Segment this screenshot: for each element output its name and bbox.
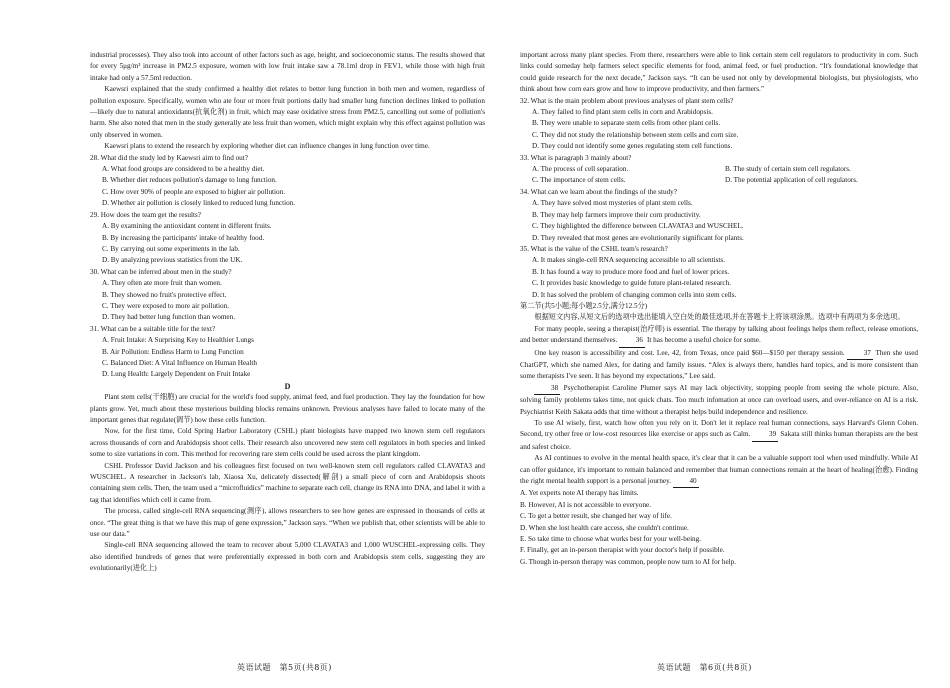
cloze-p1-text-a: For many people, seeing a therapist(治疗师) is essential. The therapy by talking about feelings helps them reflect, release emotions, and better understand themselves. bbox=[520, 324, 918, 345]
cloze-p1-text-b: It has become a useful choice for some. bbox=[647, 336, 761, 345]
passage-c-tail-p1: industrial processes). They also took into account of other factors such as age, height, and socioeconomic status. The results showed that for every 5μg/m³ increase in PM2.5 exposure, women with low fruit intake saw a 78.1ml drop in FEV1, while those with high fruit intake had only a 57.5ml reduction. bbox=[90, 51, 485, 82]
section-2-instructions: 根据短文内容,从短文后的选项中选出能填入空白处的最佳选项,并在答题卡上将该项涂黑。选项中有两项为多余选项。 bbox=[534, 313, 905, 322]
page-footer-left: 英语试题 第5页(共8页) bbox=[237, 663, 332, 672]
page-footer-right: 英语试题 第6页(共8页) bbox=[657, 663, 752, 672]
question-28-option-a: A. What food groups are considered to be a healthy diet. bbox=[102, 165, 265, 174]
question-34-option-a: A. They have solved most mysteries of plant stem cells. bbox=[532, 199, 693, 208]
blank-40: 40 bbox=[673, 476, 699, 488]
section-d-title: D bbox=[284, 381, 291, 391]
question-32-option-d: D. They could not identify some genes regulating stem cell functions. bbox=[532, 142, 733, 151]
cloze-p3-text: Psychotherapist Caroline Plumer says AI may lack objectivity, stopping people from seeing the whole picture. Also, solving family problems takes time, not quick chats. Too much infomation at once can overload users, and over-reliance on AI is a risk. Psychiatrist Keith Sakata adds that time without a therapist helps build independence and resilience. bbox=[520, 383, 919, 416]
question-29-option-c: C. By carrying out some experiments in the lab. bbox=[102, 244, 240, 253]
question-33-option-b: B. The study of certain stem cell regulators. bbox=[725, 165, 851, 174]
passage-d-p2: Now, for the first time, Cold Spring Harbor Laboratory (CSHL) plant biologists have mapped two known stem cell regulators across thousands of corn and Arabidopsis shoot cells. Their research also uncovered new stem cell regulators in both species and linked some to size variations in corn. This method for recovering rare stem cells could be used across the plant kingdom. bbox=[90, 427, 485, 459]
question-29-option-b: B. By increasing the participants' intake of healthy food. bbox=[102, 233, 265, 242]
passage-c-tail-p2: Kaewsri explained that the study confirmed a healthy diet relates to better lung function in both men and women, regardless of pollution exposure. Specifically, women who ate four or more fruit portions daily had smaller lung function declines linked to pollution—likely due to natural antioxidants(抗氧化剂) in fruit, which may ease oxidative stress from PM2.5, cancelling out some of pollution's harm. She also noted that men in the study generally ate less fruit than women, which might explain why this effect against pollution was only observed in women. bbox=[90, 85, 485, 139]
passage-d-p5: Single-cell RNA sequencing allowed the team to recover about 5,000 CLAVATA3 and 1,000 WUSCHEL-expressing cells. They also identified hundreds of genes that were preferentially expressed in both corn and Arabidopsis stem cells, suggesting they are evolutionarily(进化上) bbox=[90, 541, 485, 573]
question-28-stem: 28. What did the study led by Kaewsri aim to find out? bbox=[90, 153, 248, 162]
question-35-option-a: A. It makes single-cell RNA sequencing accessible to all scientists. bbox=[532, 256, 726, 265]
blank-37: 37 bbox=[847, 348, 873, 360]
question-30-option-a: A. They often ate more fruit than women. bbox=[102, 279, 222, 288]
question-33-options-row-2 bbox=[520, 175, 918, 186]
question-32-option-c: C. They did not study the relationship between stem cells and corn size. bbox=[532, 130, 739, 139]
passage-d-p3: CSHL Professor David Jackson and his colleagues first focused on two well-known stem cell regulators called CLAVATA3 and WUSCHEL. A researcher in Jackson's lab, Xiaosa Xu, delicately dissected(解剖) a small piece of corn and Arabidopsis shoots containing stem cells. Then, the team used a “microfluidics” machine to separate each cell, change its RNA into DNA, and label it with a tag that identifies which cell it came from. bbox=[90, 461, 485, 504]
blank-39: 39 bbox=[752, 429, 778, 441]
cloze-paragraph-3 bbox=[520, 383, 918, 418]
cloze-option-g: G. Though in-person therapy was common, people now turn to AI for help. bbox=[520, 557, 737, 566]
cloze-paragraph-4 bbox=[520, 418, 918, 453]
question-33-options-row-1 bbox=[520, 164, 918, 175]
cloze-p4-text-a: To use AI wisely, first, watch how often you rely on it. Don't let it replace real human connections, says Harvard's Glenn Cohen. Second, try other free or low-cost resources like exercise or apps such as Calm. bbox=[520, 419, 918, 439]
section-2-heading: 第二节(共5小题;每小题2.5分,满分12.5分) bbox=[520, 301, 648, 310]
passage-d-p4: The process, called single-cell RNA sequencing(测序), allows researchers to see how genes are expressed in thousands of cells at once. “The great thing is that we have this map of gene expression,” Jackson says. “When we publish that, other scientists will be able to use our data.” bbox=[90, 507, 485, 539]
right-column bbox=[520, 50, 918, 568]
question-35-option-d: D. It has solved the problem of changing common cells into stem cells. bbox=[532, 290, 737, 299]
cloze-paragraph-2 bbox=[520, 348, 918, 383]
question-35-option-b: B. It has found a way to produce more food and fuel of lower prices. bbox=[532, 267, 730, 276]
question-30-option-c: C. They were exposed to more air pollution. bbox=[102, 301, 230, 310]
question-28-option-d: D. Whether air pollution is closely linked to reduced lung function. bbox=[102, 199, 296, 208]
cloze-option-e: E. So take time to choose what works best for your well-being. bbox=[520, 535, 702, 544]
question-31-option-a: A. Fruit Intake: A Surprising Key to Healthier Lungs bbox=[102, 336, 254, 345]
question-30-option-b: B. They showed no fruit's protective effect. bbox=[102, 290, 227, 299]
cloze-p4-text-b: Sakata still thinks human therapists are the best and safest choice. bbox=[520, 430, 919, 451]
question-32-option-a: A. They failed to find plant stem cells in corn and Arabidopsis. bbox=[532, 108, 713, 117]
question-28-option-c: C. How over 90% of people are exposed to higher air pollution. bbox=[102, 187, 286, 196]
cloze-paragraph-5 bbox=[520, 453, 918, 488]
passage-d-p1: Plant stem cells(干细胞) are crucial for the world's food supply, animal feed, and fuel production. They lay the foundation for how plants grow. Yet, much about these mysterious building blocks remains unknown. Previous analyses have failed to locate many of the important genes that regulate(调节) how these cells function. bbox=[90, 393, 485, 424]
question-32-option-b: B. They were unable to separate stem cells from other plant cells. bbox=[532, 119, 721, 128]
question-33-option-d: D. The potential application of cell regulators. bbox=[725, 176, 858, 185]
cloze-option-c: C. To get a better result, she changed her way of life. bbox=[520, 512, 672, 521]
question-34-option-b: B. They may help farmers improve their corn productivity. bbox=[532, 210, 701, 219]
question-28-option-b: B. Whether diet reduces pollution's damage to lung function. bbox=[102, 176, 277, 185]
cloze-paragraph-1 bbox=[520, 324, 918, 348]
question-30-option-d: D. They had better lung function than women. bbox=[102, 313, 236, 322]
cloze-option-d: D. When she lost health care access, she couldn't continue. bbox=[520, 523, 689, 532]
question-30-stem: 30. What can be inferred about men in the study? bbox=[90, 267, 232, 276]
question-33-option-a: A. The process of cell separation. bbox=[532, 165, 629, 174]
question-29-option-d: D. By analyzing previous statistics from the UK. bbox=[102, 256, 243, 265]
question-29-option-a: A. By examining the antioxidant content in different fruits. bbox=[102, 222, 272, 231]
question-31-option-c: C. Balanced Diet: A Vital Influence on Human Health bbox=[102, 358, 257, 367]
left-column bbox=[90, 50, 485, 575]
question-32-stem: 32. What is the main problem about previous analyses of plant stem cells? bbox=[520, 96, 734, 105]
question-33-stem: 33. What is paragraph 3 mainly about? bbox=[520, 153, 632, 162]
passage-c-tail-p3: Kaewsri plans to extend the research by exploring whether diet can influence changes in lung function over time. bbox=[104, 142, 430, 151]
question-31-option-b: B. Air Pollution: Endless Harm to Lung Function bbox=[102, 347, 244, 356]
question-33-option-c: C. The importance of stem cells. bbox=[532, 176, 626, 185]
question-35-option-c: C. It provides basic knowledge to guide future plant-related research. bbox=[532, 279, 731, 288]
question-35-stem: 35. What is the value of the CSHL team's research? bbox=[520, 244, 668, 253]
cloze-option-f: F. Finally, get an in-person therapist with your doctor's help if possible. bbox=[520, 546, 725, 555]
question-29-stem: 29. How does the team get the results? bbox=[90, 210, 201, 219]
cloze-p2-text-a: One key reason is accessibility and cost. Lee, 42, from Texas, once paid $60—$150 per therapy session. bbox=[534, 348, 845, 357]
cloze-option-b: B. However, AI is not accessible to everyone. bbox=[520, 500, 652, 509]
cloze-p5-text-a: As AI continues to evolve in the mental health space, it's clear that it can be a valuable support tool when used mindfully. While AI can offer guidance, it's important to remain balanced and remember that human connections remain at the heart of healing(治愈). Finding the right mental health support is a personal journey. bbox=[520, 454, 918, 486]
question-31-stem: 31. What can be a suitable title for the text? bbox=[90, 324, 216, 333]
cloze-p2-text-b: Then she used ChatGPT, which she named Alex, for dating and family issues. “Alex is always there, handles hard topics, and is more consistent than some therapists I've seen. It has beyond my expectations,” Lee said. bbox=[520, 348, 918, 381]
cloze-option-a: A. Yet experts note AI therapy has limits. bbox=[520, 489, 639, 498]
question-34-option-d: D. They revealed that most genes are evolutionarily significant for plants. bbox=[532, 233, 744, 242]
question-34-option-c: C. They highlighted the difference between CLAVATA3 and WUSCHEL. bbox=[532, 222, 744, 231]
question-34-stem: 34. What can we learn about the findings of the study? bbox=[520, 187, 677, 196]
passage-d-tail: important across many plant species. From there, researchers were able to link certain stem cell regulators to productivity in corn. Such links could someday help farmers select specific elements for food, animal feed, or fuel production. “It's foundational knowledge that could guide research for the next decade,” Jackson says. “It can be used not only by developmental biologists, but physiologists, who think about how corn ears grow and how to improve productivity, and then farmers.” bbox=[520, 51, 918, 94]
blank-36: 36 bbox=[619, 335, 645, 347]
blank-38: 38 bbox=[534, 383, 560, 395]
question-31-option-d: D. Lung Health: Largely Dependent on Fruit Intake bbox=[102, 370, 251, 379]
